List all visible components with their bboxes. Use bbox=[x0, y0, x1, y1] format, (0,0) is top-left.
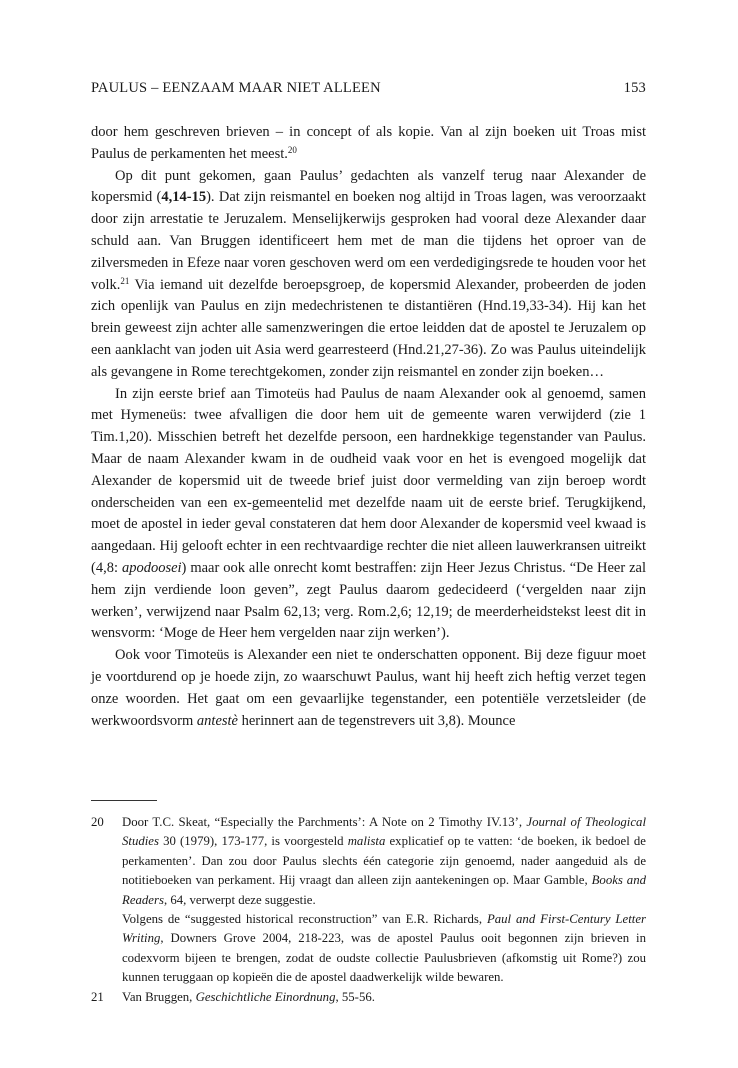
running-title: PAULUS – EENZAAM MAAR NIET ALLEEN bbox=[91, 80, 381, 96]
paragraph-2-text-c: ). Dat zijn reismantel en boeken nog altijd in Troas lagen, was veroorzaakt door zijn arrestatie te Jeruzalem. Menselijkerwijs gesproken had vooral deze Alexander daar schuld aan. Van Bruggen identificeert hem met de man die tijdens het oproer van de zilversmeden in Efeze naar voren geschoven werd om een verdedigingsrede te houden voor het volk. bbox=[91, 189, 646, 293]
paragraph-3 bbox=[91, 384, 646, 646]
journal-title: Journal of Theological Studies bbox=[122, 815, 646, 849]
footnote-number-21: 21 bbox=[91, 989, 104, 1004]
paragraph-1-text: door hem geschreven brieven – in concept of als kopie. Van al zijn boeken uit Troas mist Paulus de perkamenten het meest. bbox=[91, 124, 646, 162]
paragraph-2-text-d: Via iemand uit dezelfde beroepsgroep, de kopersmid Alexander, probeerden de joden zich openlijk van Paulus en zijn medechristenen te distantiëren (Hnd.19,33-34). Hij kan het brein geweest zijn achter alle samenzweringen die ertoe leidden dat de apostel te Jeruzalem op een aanklacht van joden uit Asia werd gearresteerd (Hnd.21,27-36). Zo was Paulus uiteindelijk als gevangene in Rome terechtgekomen, zonder zijn reismantel en zonder zijn boeken… bbox=[91, 276, 646, 380]
greek-term-apodoosei: apodoosei bbox=[121, 559, 182, 576]
book-title-paul-letter-writing: Paul and First-Century Letter Writing bbox=[122, 912, 646, 946]
greek-term-anteste: antestè bbox=[196, 712, 238, 729]
footnote-20-paragraph-1 bbox=[122, 813, 646, 910]
footnote-21 bbox=[91, 988, 646, 1007]
footnote-number-20: 20 bbox=[91, 815, 104, 829]
verse-reference-bold: 4,14-15 bbox=[161, 189, 207, 206]
paragraph-4-text-c: herinnert aan de tegenstrevers uit 3,8). Mounce bbox=[238, 712, 516, 729]
footnote-separator bbox=[91, 800, 157, 801]
paragraph-1 bbox=[91, 122, 646, 166]
book-title-geschichtliche-einordnung: Geschichtliche Einordnung bbox=[195, 989, 336, 1004]
footnote-20-text-c: 30 (1979), 173-177, is voorgesteld bbox=[158, 834, 348, 849]
footnote-ref-21[interactable]: 21 bbox=[120, 275, 130, 286]
paragraph-2 bbox=[91, 166, 646, 384]
footnote-21-text-c: , 55-56. bbox=[335, 989, 375, 1004]
footnote-20-text-2a: Volgens de “suggested historical reconstruction” van E.R. Richards, bbox=[122, 912, 487, 927]
paragraph-4-text-a: Ook voor Timoteüs is Alexander een niet te onderschatten opponent. Bij deze figuur moet je voortdurend op je hoede zijn, zo waarschuwt Paulus, want hij heeft zich heftig verzet tegen onze woorden. Het gaat om een gevaarlijke tegenstander, een potentiële verzetsleider (de werkwoordsvorm bbox=[91, 647, 646, 729]
paragraph-2-text-a: Op dit punt gekomen, gaan Paulus’ gedachten als vanzelf terug naar Alexander de kopersmid ( bbox=[91, 167, 646, 206]
page-number: 153 bbox=[623, 80, 646, 96]
paragraph-3-text-c: ) maar ook alle onrecht komt bestraffen: zijn Heer Jezus Christus. “De Heer zal hem zijn verdiende loon geven”, zegt Paulus daarom gedecideerd (‘vergelden naar zijn werken’, verwijzend naar Psalm 62,13; verg. Rom.2,6; 12,19; de meerderheidstekst leest dit in wensvorm: ‘Moge de Heer hem vergelden naar zijn werken’). bbox=[91, 559, 646, 642]
footnote-20 bbox=[91, 813, 646, 988]
paragraph-4 bbox=[91, 645, 646, 732]
footnote-21-paragraph bbox=[122, 988, 646, 1007]
footnote-20-text-e: explicatief op te vatten: ‘de boeken, ik bedoel de perkamenten’. Dan zou door Paulus slechts één categorie zijn genoemd, nader aangeduid als de notitieboeken van perkament. Hij vraagt dan alleen zijn aantekeningen op. Maar Gamble, bbox=[122, 834, 646, 888]
footnote-20-text-g: , 64, verwerpt deze suggestie. bbox=[163, 892, 316, 907]
footnote-ref-20[interactable]: 20 bbox=[287, 144, 297, 155]
book-title-books-and-readers: Books and Readers bbox=[122, 873, 647, 907]
footnote-20-paragraph-2 bbox=[122, 910, 646, 988]
footnote-21-text-a: Van Bruggen, bbox=[122, 989, 196, 1004]
footnote-20-text-a: Door T.C. Skeat, “Especially the Parchments’: A Note on 2 Timothy IV.13’, bbox=[122, 815, 527, 829]
paragraph-3-text-a: In zijn eerste brief aan Timoteüs had Paulus de naam Alexander ook al genoemd, samen met Hymeneüs: twee afvalligen die door hem uit de gemeente waren verwijderd (zie 1 Tim.1,20). Misschien betreft het dezelfde persoon, een hardnekkige tegenstander van Paulus. Maar de naam Alexander kwam in de oudheid vaak voor en het is evengoed mogelijk dat Alexander de kopersmid uit de tweede brief juist door vermelding van zijn beroep wordt onderscheiden van een ex-gemeentelid met dezelfde naam uit de eerste brief. Terugkijkend, moet de apostel in ieder geval constateren dat hem door Alexander de kopersmid veel kwaad is aangedaan. Hij gelooft echter in een rechtvaardige rechter die niet alleen lauwerkransen uitreikt (4,8: bbox=[91, 385, 646, 576]
footnote-20-text-2c: , Downers Grove 2004, 218-223, was de apostel Paulus ooit begonnen zijn brieven in codexvorm bijeen te brengen, zodat de oudste collectie Paulusbrieven (afkomstig uit Rome?) zou kunnen teruggaan op kopieën die de apostel daadwerkelijk wilde bewaren. bbox=[122, 931, 646, 985]
greek-term-malista: malista bbox=[347, 834, 386, 849]
main-text bbox=[91, 122, 646, 732]
footnotes bbox=[91, 813, 646, 1007]
